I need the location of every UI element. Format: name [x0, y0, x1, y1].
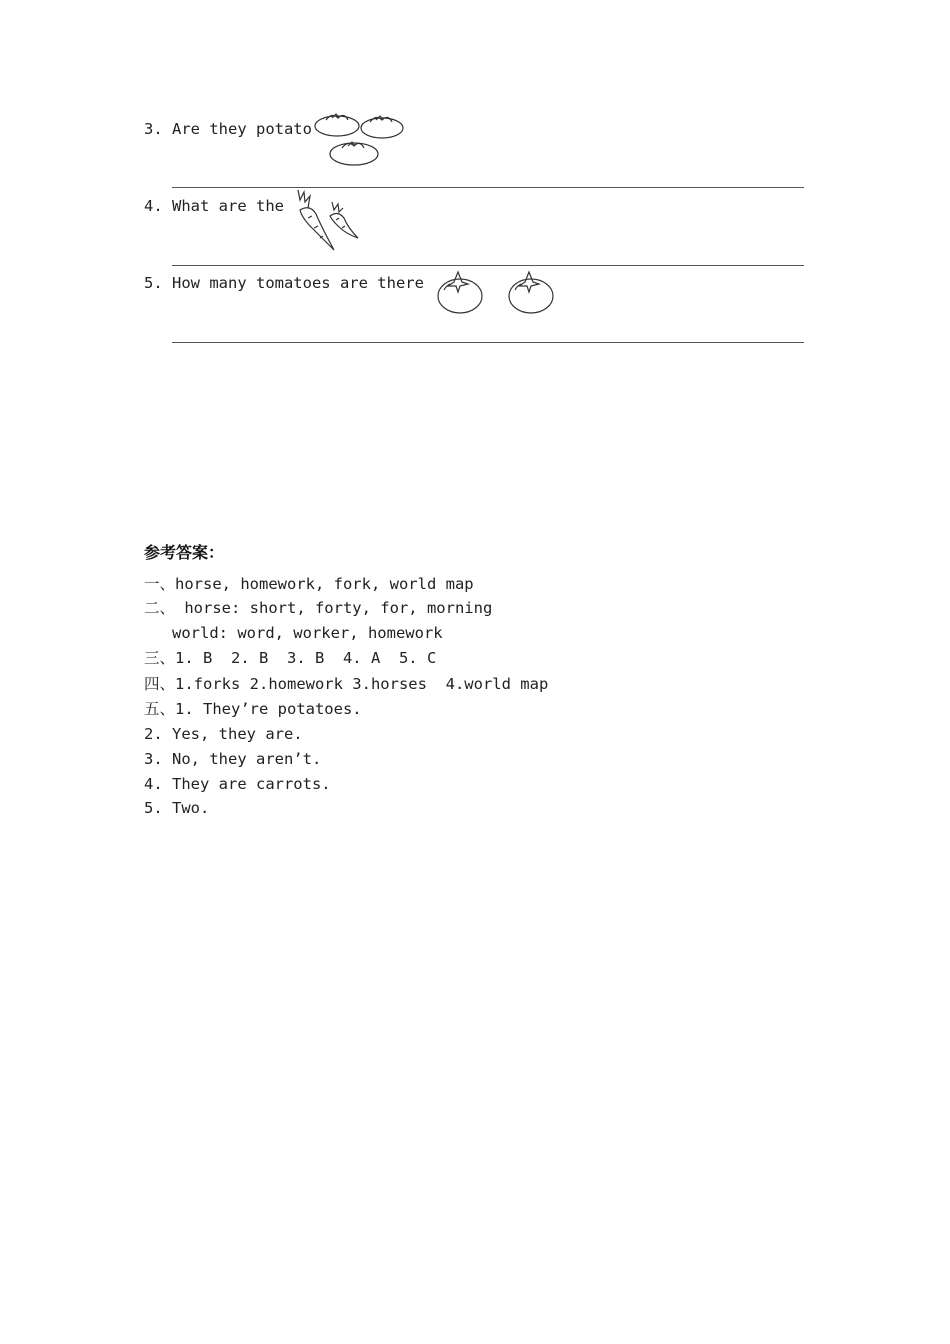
carrots-icon [284, 188, 364, 254]
answer-section-5-item-3: 3. No, they aren’t. [144, 750, 322, 768]
potatoes-icon [312, 108, 408, 170]
answer-section-5-item-2: 2. Yes, they are. [144, 725, 303, 743]
tomatoes-icon [436, 268, 560, 318]
answer-section-2-continued: world: word, worker, homework [144, 624, 443, 642]
answers-heading: 参考答案： [144, 543, 225, 562]
answer-line-5 [172, 342, 804, 343]
answer-section-5-item-4: 4. They are carrots. [144, 775, 331, 793]
answer-section-5: 五、1. They’re potatoes. [144, 700, 362, 718]
answer-section-1: 一、horse, homework, fork, world map [144, 575, 474, 593]
question-4-text: 4. What are the [144, 197, 284, 215]
question-3-text: 3. Are they potato [144, 120, 312, 138]
question-5-text: 5. How many tomatoes are there [144, 274, 424, 292]
answer-section-5-item-5: 5. Two. [144, 799, 210, 817]
answer-section-2: 二、 horse: short, forty, for, morning [144, 599, 493, 617]
answer-section-3: 三、1. B 2. B 3. B 4. A 5. C [144, 649, 437, 667]
answer-line-3 [172, 187, 804, 188]
answer-section-4: 四、1.forks 2.homework 3.horses 4.world map [144, 675, 549, 693]
answer-line-4 [172, 265, 804, 266]
